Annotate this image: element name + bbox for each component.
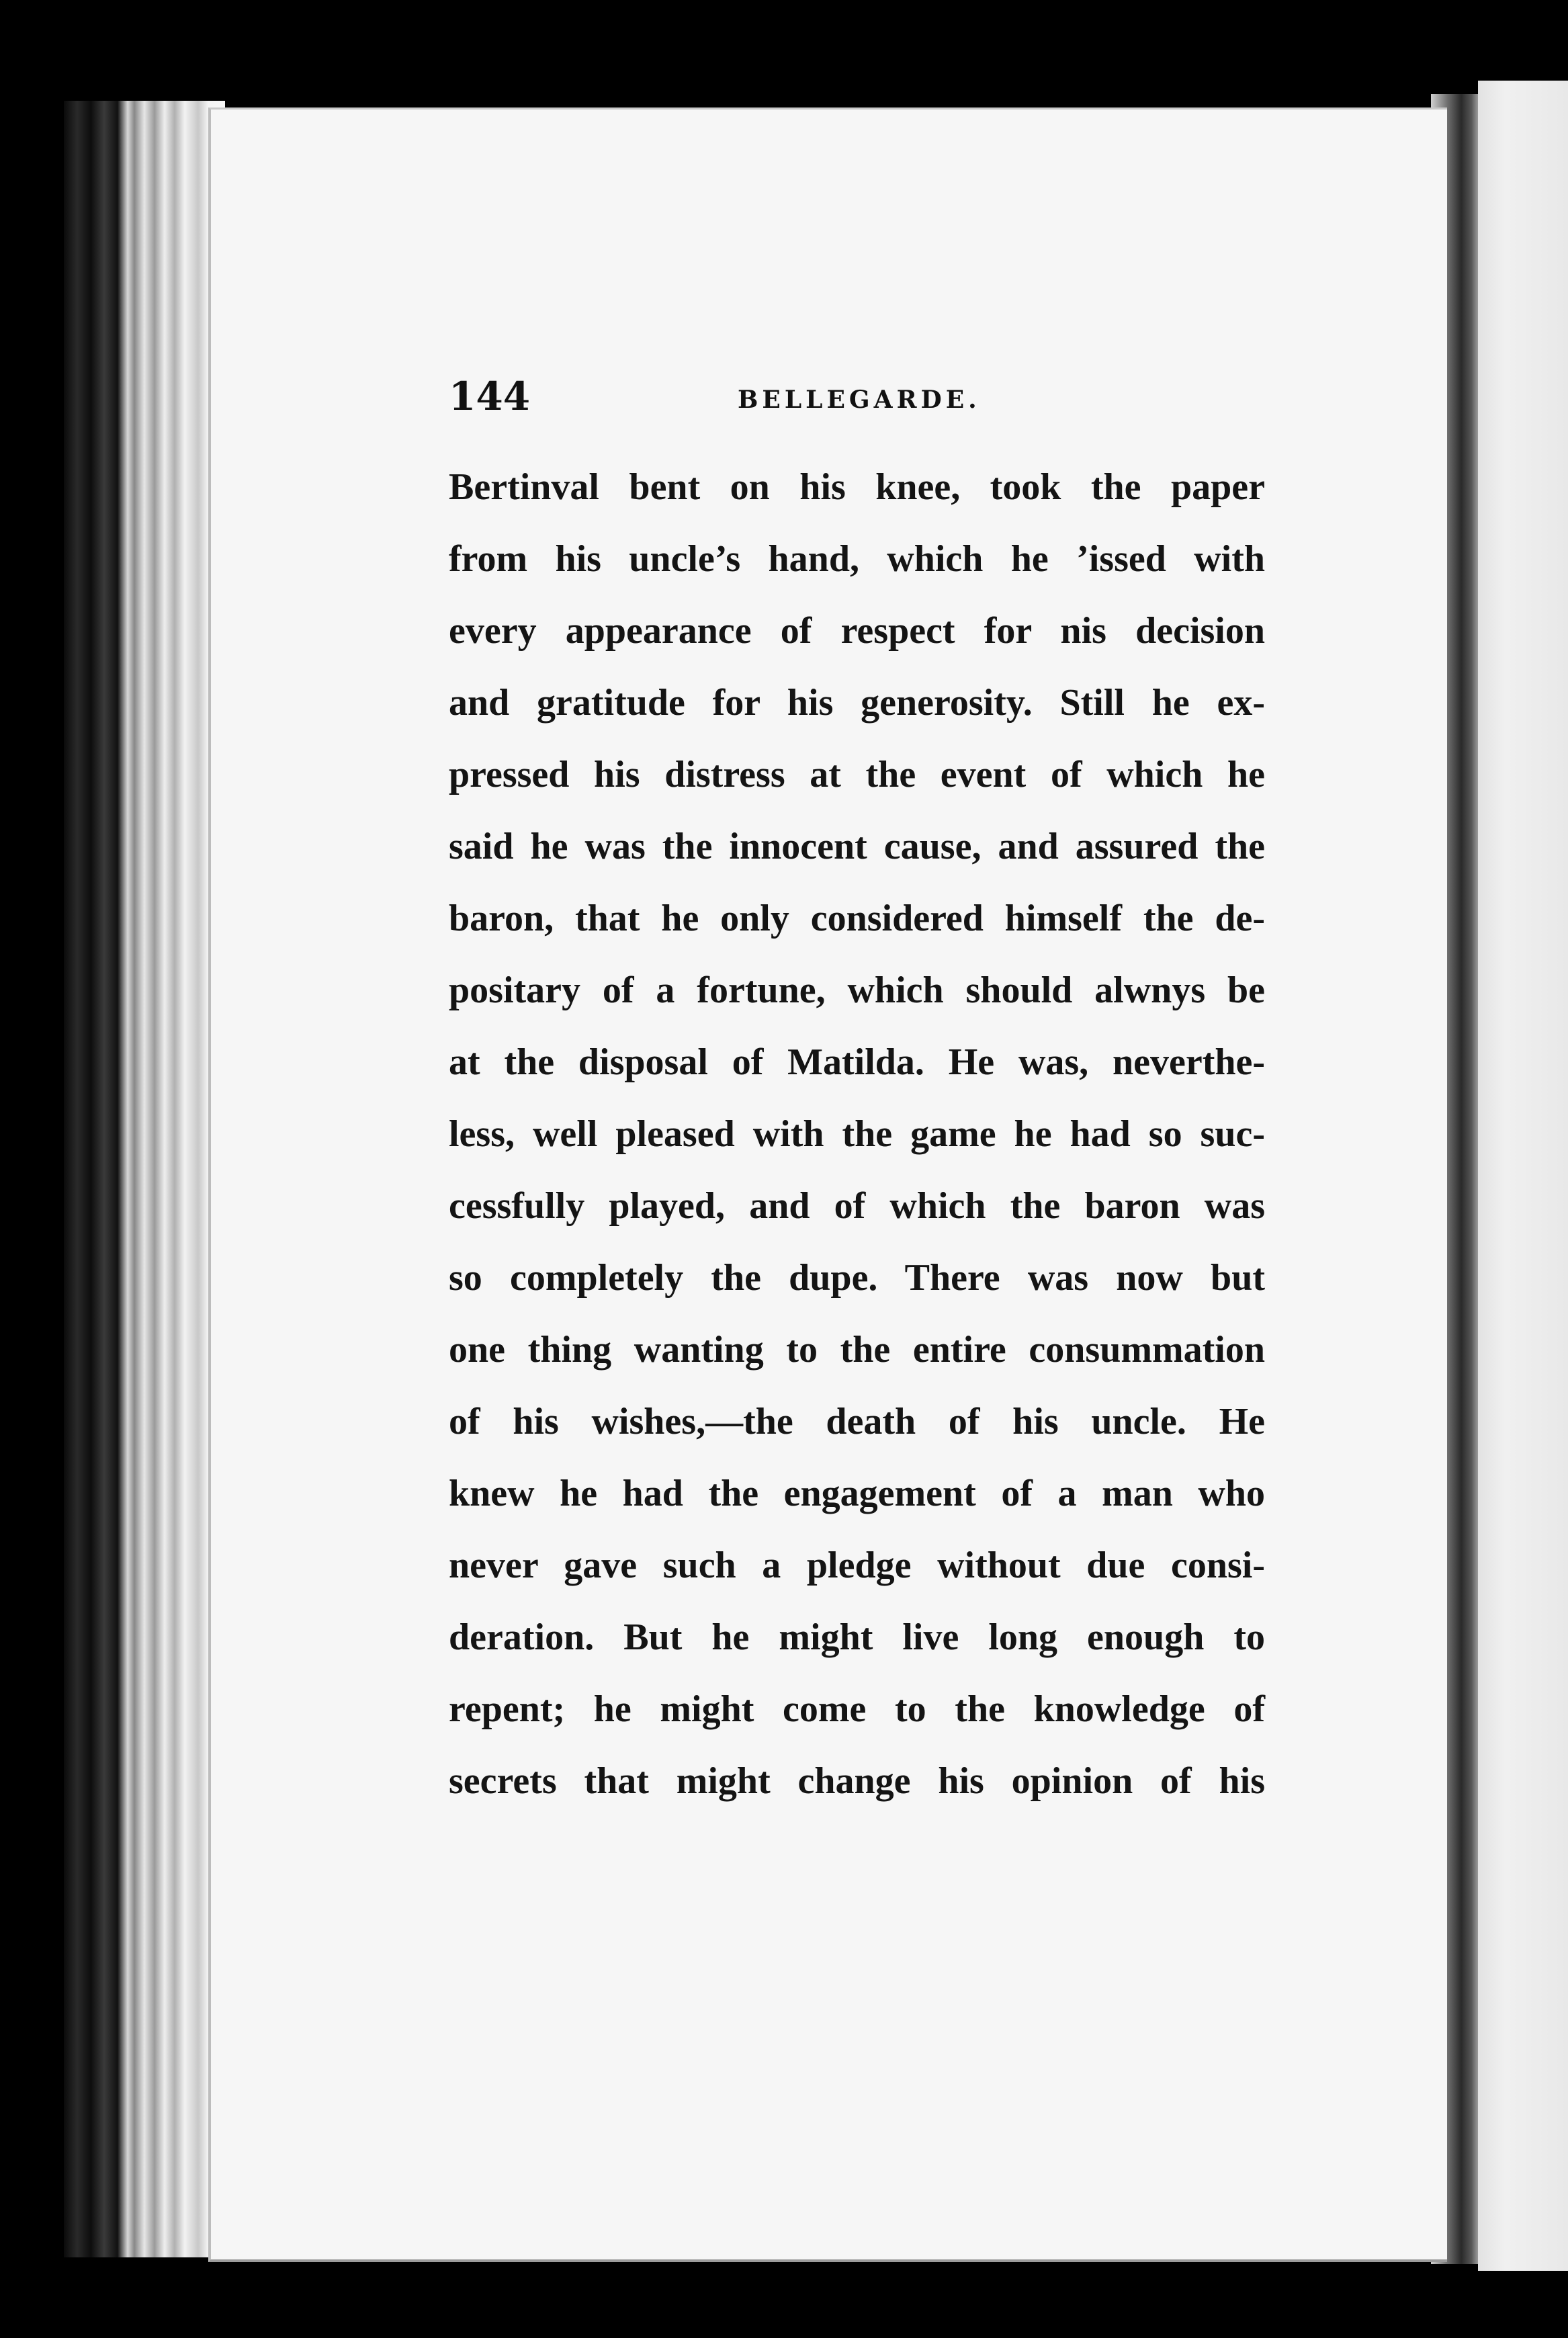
text-line: deration. But he might live long enough to: [449, 1616, 1265, 1658]
text-line: said he was the innocent cause, and assured the: [449, 826, 1265, 867]
text-line: secrets that might change his opinion of his: [449, 1760, 1265, 1802]
text-line: positary of a fortune, which should alwnys be: [449, 969, 1265, 1011]
text-line: pressed his distress at the event of which he: [449, 754, 1265, 795]
text-line: repent; he might come to the knowledge of: [449, 1688, 1265, 1730]
facing-page-edge: [1478, 81, 1568, 2271]
text-line: less, well pleased with the game he had so suc-: [449, 1113, 1265, 1155]
text-line: every appearance of respect for nis decision: [449, 610, 1265, 652]
text-line: of his wishes,—the death of his uncle. He: [449, 1401, 1265, 1442]
page-edges: [64, 101, 225, 2257]
text-line: from his uncle’s hand, which he ʼissed with: [449, 538, 1265, 580]
text-line: Bertinval bent on his knee, took the paper: [449, 466, 1265, 508]
page-header: [449, 373, 1302, 420]
body-text: [449, 451, 1265, 1817]
text-line: cessfully played, and of which the baron was: [449, 1185, 1265, 1227]
text-line: baron, that he only considered himself the de-: [449, 898, 1265, 939]
text-line: never gave such a pledge without due consi-: [449, 1545, 1265, 1586]
page-number: 144: [449, 374, 531, 419]
text-line: knew he had the engagement of a man who: [449, 1473, 1265, 1514]
running-head: BELLEGARDE.: [738, 386, 981, 414]
text-line: so completely the dupe. There was now but: [449, 1257, 1265, 1299]
text-line: and gratitude for his generosity. Still he ex-: [449, 682, 1265, 724]
text-line: at the disposal of Matilda. He was, neverthe-: [449, 1041, 1265, 1083]
text-line: one thing wanting to the entire consummation: [449, 1329, 1265, 1371]
